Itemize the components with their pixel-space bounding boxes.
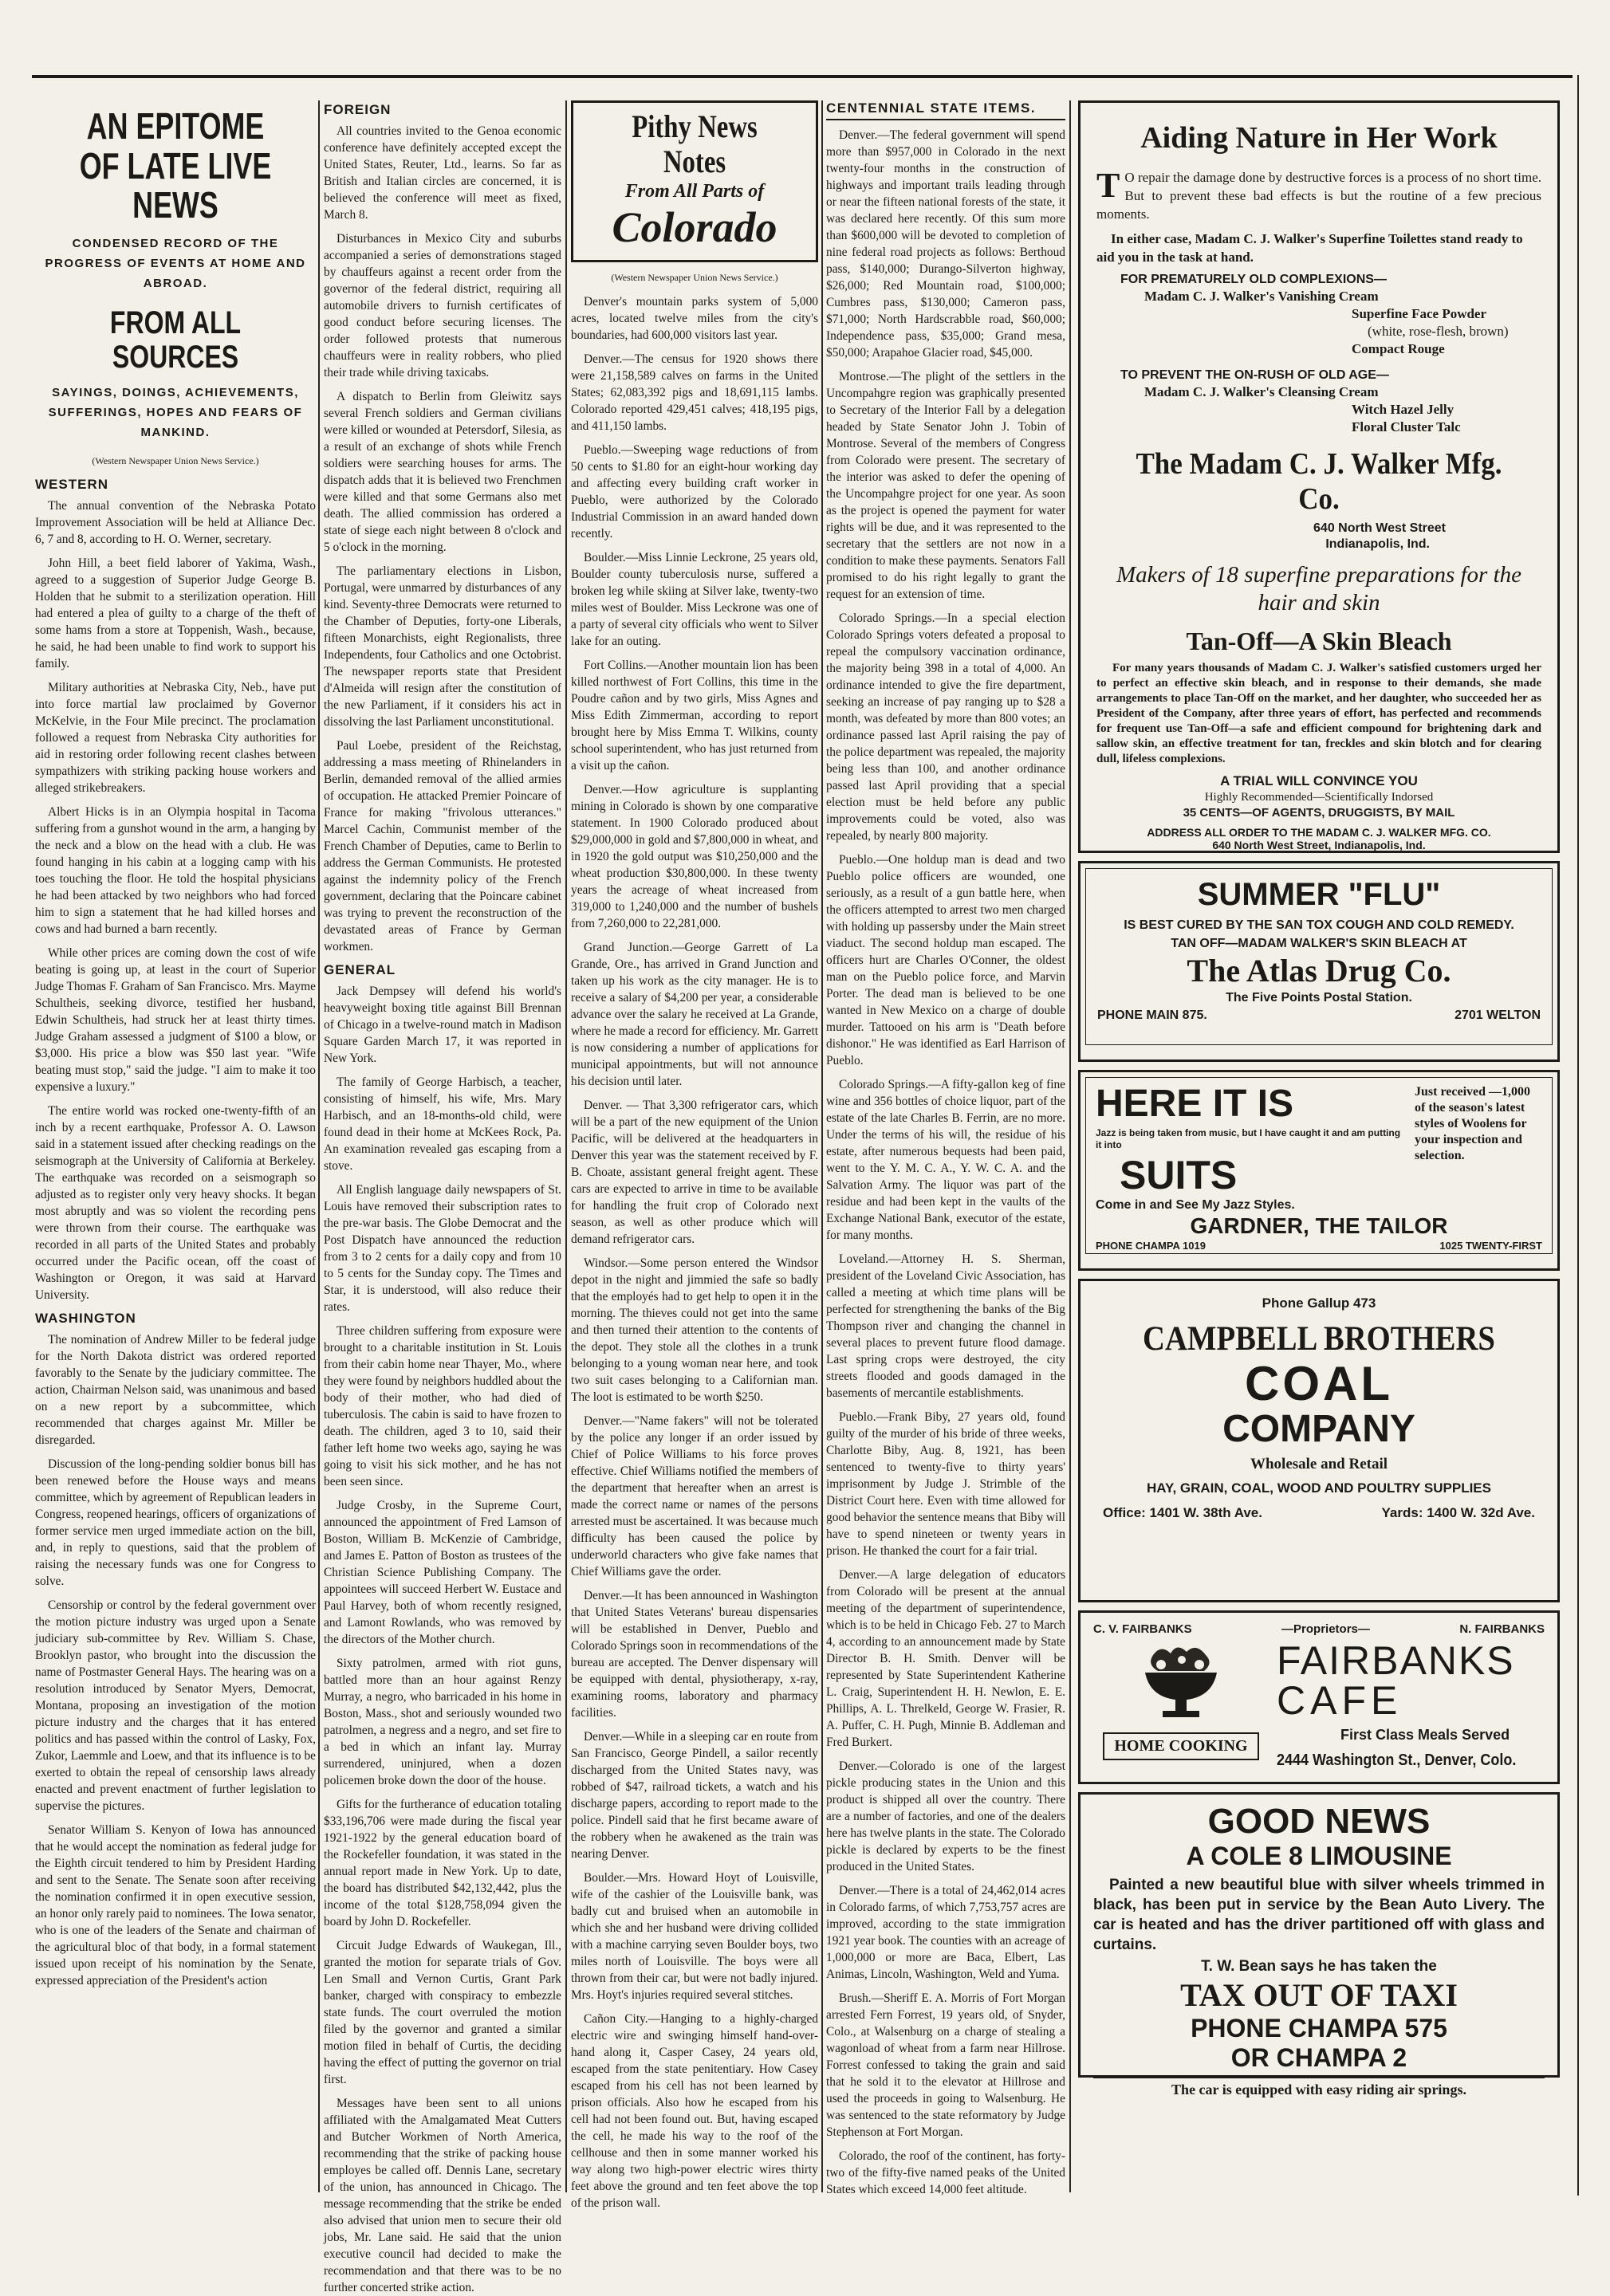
ad-atlas-drug [1078, 861, 1560, 1062]
ad-product: Superfine Face Powder [1352, 305, 1487, 321]
story-paragraph: Discussion of the long-pending soldier bonus bill has been renewed before the House ways and means committee, which by agreement of Republican leaders in Congress, reopened hearings, officers of organizations of former service men urged immediate action on the bill, and, in reply to questions, said that the problem of raising the necessary funds was one for Congress to solve. [35, 1457, 316, 1589]
story-paragraph: Disturbances in Mexico City and suburbs accompanied a series of demonstrations staged by chauffeurs against a recent order from the governor of the federal district, requiring all automobile drivers to furnish certificates of good conduct before securing licenses. The order followed protests that numerous chauffeurs were in reality robbers, who plied their trade while driving taxicabs. [324, 232, 561, 379]
ad-title: GOOD NEWS [1207, 1802, 1431, 1841]
story-paragraph: Denver.—A large delegation of educators from Colorado will be present at the annual meeting of the department of superintendence, which is to be held in Chicago Feb. 27 to March 4, according to an announcement made by State Director B. H. Smith. Denver will be represented by State Superintendent Katherine L. Craig, Superintendent H. H. Newlon, E. E. Phillips, A. L. Threlkeld, George W. Frasier, R. A. Puffer, C. H. Pugh, Minnie B. Addleman and Fred Burkert. [826, 1568, 1065, 1749]
ad-madam-walker [1078, 100, 1560, 853]
pithy-news-masthead [571, 100, 818, 262]
story-paragraph: Boulder.—Miss Linnie Leckrone, 25 years old, Boulder county tuberculosis nurse, suffered a broken leg while skiing at Silver lake, twenty-two miles west of Boulder. Miss Leckrone was one of a party of several city officials who went to Silver lake for an outing. [571, 550, 818, 648]
ad-body [1093, 1638, 1545, 1770]
column-centennial [826, 100, 1065, 2196]
ad-company: The Madam C. J. Walker Mfg. Co. [1136, 446, 1502, 516]
section-general: GENERAL [324, 962, 396, 977]
ad-office: Office: 1401 W. 38th Ave. [1103, 1505, 1262, 1521]
ad-bean-auto-livery [1078, 1792, 1560, 2098]
story-paragraph: Denver.—It has been announced in Washington that United States Veterans' bureau dispensaries will be established in Denver, Pueblo and Colorado Springs soon in recommendations of the bureau are accepted. The Denver dispensary will be equipped with dental, physiotherapy, x-ray, examining rooms, laboratory and pharmacy facilities. [571, 1588, 818, 1720]
ad-right-text: Just received —1,000 of the season's latest styles of Woolens for your inspection and selection. [1415, 1085, 1531, 1162]
ad-title: FAIRBANKS [1277, 1638, 1515, 1683]
ad-name: GARDNER, THE TAILOR [1190, 1213, 1448, 1238]
ad-campbell-coal [1078, 1279, 1560, 1602]
ad-hay: HAY, GRAIN, COAL, WOOD AND POULTRY SUPPLIES [1147, 1480, 1491, 1496]
story-paragraph: Denver.—"Name fakers" will not be tolerated by the police any longer if an order issued by Chief of Police Williams to his force proves effective. Chief Williams notified the members of the department that hereafter when an arrest is made the correct name or names of the persons arrested must be ascertained. It was because much difficulty has been caused the police by underworld characters who give fake names that Chief Williams gave the order. [571, 1413, 818, 1578]
ad-gardner-tailor [1078, 1070, 1560, 1271]
ad-suits: SUITS [1120, 1153, 1238, 1198]
column-divider [565, 100, 567, 2192]
story-paragraph: While other prices are coming down the cost of wife beating is going up, at least in the court of Superior Judge Thomas F. Graham of San Francisco. Mrs. Mayme Schultheis, seeking divorce, testified her husband, Edwin Schultheis, had struck her at least thirty times. Judge Graham assessed a judgment of $100 a blow, or $3,000. His price a blow was $50 last year. "Wife beating must stop," said the judge. "I aim to make it too expensive a luxury." [35, 946, 316, 1095]
section-foreign: FOREIGN [324, 102, 392, 117]
headline-epitome [35, 107, 316, 226]
story-paragraph: Colorado Springs.—In a special election Colorado Springs voters defeated a proposal to repeal the compulsory vaccination ordinance, the majority being 398 in a total of 4,000. An ordinance intended to give the fire department, seeking an increase of pay ranging up to $28 a month, was defeated by more than 800 votes; an ordinance passed last April raising the pay of the police department was repealed, the majority being less than 100, and another ordinance passed last April providing that a special election must be held before any public improvements could be voted, also was repealed, by nearly 800 majority. [826, 611, 1065, 843]
ad-proprietor-left: C. V. FAIRBANKS [1093, 1622, 1192, 1636]
column-divider [318, 100, 320, 2192]
story-paragraph: Denver.—The federal government will spend more than $957,000 in Colorado in the next twenty-four months in the construction of highways and important trails leading through or near the fifteen national forests of the state, it was declared here recently. Of this sum more than $600,000 will be devoted to completion of nine federal road projects as follows: Berthoud pass, $140,000; Durango-Silverton highway, $26,000; Red Mountain road, $100,000; Cumbres pass, $130,000; Cameron pass, $71,000; North Hardscrabble road, $60,000; Independence pass, $35,000; Grand mesa, $50,000; Arapahoe Glacier road, $45,000. [826, 128, 1065, 360]
top-rule [32, 75, 1573, 78]
ad-heading: FOR PREMATURELY OLD COMPLEXIONS— [1120, 272, 1387, 286]
ad-proprietors-label: —Proprietors— [1281, 1622, 1370, 1636]
home-cooking-box: HOME COOKING [1103, 1732, 1258, 1760]
ad-product: Madam C. J. Walker's Cleansing Cream [1144, 383, 1379, 399]
ad-cents: 35 CENTS—OF AGENTS, DRUGGISTS, BY MAIL [1183, 805, 1455, 820]
ad-title: CAMPBELL BROTHERS [1143, 1320, 1495, 1358]
ad-intro-text: O repair the damage done by destructive forces is a process of no short time. But to prevent these bad effects is but the routine of a few precious moments. [1096, 169, 1541, 222]
ad-jazz: Jazz is being taken from music, but I have caught it and am putting it into [1096, 1127, 1401, 1151]
ad-body: Painted a new beautiful blue with silver wheels trimmed in black, has been put in service by the Bean Auto Livery. The car is heated and has the driver partitioned off with glass and curtains. [1093, 1876, 1545, 1953]
story-paragraph: Boulder.—Mrs. Howard Hoyt of Louisville, wife of the cashier of the Louisville bank, was badly cut and bruised when an automobile in which she and her husband were driving collided with a machine carrying seven Boulder boys, two miles north of Louisville. The boys were all thrown from their car, but were not badly injured. Mrs. Hoyt's injuries required several stitches. [571, 1870, 818, 2002]
column-pithy-news [571, 100, 818, 2210]
ad-coal: COAL [1245, 1357, 1393, 1411]
subhead-sayings: SAYINGS, DOINGS, ACHIEVEMENTS, SUFFERINGS, HOPES AND FEARS OF MANKIND. [48, 386, 303, 440]
section-western: WESTERN [35, 477, 108, 493]
ad-left-block [1093, 1641, 1269, 1770]
ad-top-row [1096, 1084, 1542, 1197]
ad-product: Floral Cluster Talc [1352, 419, 1461, 434]
ad-meals: First Class Meals Served [1340, 1727, 1510, 1743]
ad-tanoff-title: Tan-Off—A Skin Bleach [1186, 626, 1452, 655]
ad-title: HERE IT IS [1096, 1083, 1294, 1125]
headline-text: FROM ALL SOURCES [109, 305, 242, 375]
story-paragraph: Grand Junction.—George Garrett of La Grande, Ore., has arrived in Grand Junction and taken up his work as the city manager. He is to receive a salary of $4,200 per year, a considerable advance over the salary he received at La Grande, where he made a record for efficiency. Mr. Garrett is now considering a number of applications for municipal appointments, but will not announce his decision until later. [571, 940, 818, 1088]
story-paragraph: Messages have been sent to all unions affiliated with the Amalgamated Meat Cutters and Butcher Workmen of North America, recommending that the strike of packing house employes be called off. Dennis Lane, secretary of the union, has announced in Chicago. The message recommending that the strike be ended also advised that union men to secure their old jobs, Mr. Lane said. He said that the union executive council had decided to make the recommendation and that there was to be no further concerted strike action. [324, 2097, 561, 2294]
ad-phone: PHONE CHAMPA 1019 [1096, 1240, 1206, 1252]
right-edge-rule [1577, 75, 1579, 2196]
ad-title: Aiding Nature in Her Work [1140, 121, 1498, 155]
ad-product: Compact Rouge [1352, 340, 1445, 356]
ad-tax: TAX OUT OF TAXI [1180, 1976, 1458, 2013]
ad-address: 2701 WELTON [1455, 1008, 1541, 1022]
masthead-title: Pithy News Notes [632, 108, 758, 179]
byline: (Western Newspaper Union News Service.) [92, 455, 259, 467]
ad-footer [1097, 1008, 1541, 1023]
ad-proprietor-right: N. FAIRBANKS [1459, 1622, 1545, 1636]
ad-phone: Phone Gallup 473 [1262, 1295, 1376, 1311]
story-paragraph: Pueblo.—Frank Biby, 27 years old, found guilty of the murder of his bride of three weeks, Charlotte Biby, Aug. 8, 1921, has been sentenced to twenty-five to thirty years' imprisonment by Judge J. Strimble of the District Court here. Even with time allowed for good behavior the sentence means that Biby will have to spend nineteen or twenty years in prison. He thanked the court for a fair trial. [826, 1410, 1065, 1558]
story-paragraph: Pueblo.—Sweeping wage reductions of from 50 cents to $1.80 for an eight-hour working day and affecting every building craft worker in Pueblo, were authorized by the Colorado Industrial Commission in an award handed down recently. [571, 442, 818, 541]
story-paragraph: Denver's mountain parks system of 5,000 acres, located twelve miles from the city's boundaries, had 600,000 visitors last year. [571, 294, 818, 342]
story-paragraph: Three children suffering from exposure were brought to a charitable institution in St. Louis from their cabin home near Thayer, Mo., where they were found by neighbors huddled about the body of their mother, who had died of tuberculosis. The cabin is said to have frozen to death. The children, aged 3 to 10, said their father left home two weeks ago, saying he was going to visit his sick mother, and he has not been seen since. [324, 1324, 561, 1488]
ad-sub: A COLE 8 LIMOUSINE [1186, 1842, 1452, 1871]
ad-yards: Yards: 1400 W. 32d Ave. [1381, 1505, 1535, 1521]
byline: (Western Newspaper Union News Service.) [611, 271, 778, 283]
section-centennial: CENTENNIAL STATE ITEMS. [826, 100, 1065, 120]
ad-product: Madam C. J. Walker's Vanishing Cream [1144, 288, 1379, 304]
ad-left [1096, 1084, 1407, 1197]
ad-fairbanks-cafe [1078, 1610, 1560, 1784]
ad-tanoff-body: For many years thousands of Madam C. J. Walker's satisfied customers urged her to perfect an effective skin bleach, and in response to their demands, she made arrangements to place Tan-Off on the market, and her daughter, who succeeded her as President of the Company, after three years of effort, has perfected and recommends for frequent use Tan-Off—a safe and efficient compound for brightening dark and sallow skin, an effective treatment for tan, freckles and skin blotch and for clearing dull, lifeless complexions. [1096, 661, 1541, 765]
story-paragraph: The annual convention of the Nebraska Potato Improvement Association will be held at Alliance Dec. 6, 7 and 8, according to H. O. Werner, secretary. [35, 499, 316, 547]
story-paragraph: John Hill, a beet field laborer of Yakima, Wash., agreed to a suggestion of Superior Judge George B. Holden that he submit to a sterilization operation. Hill had entered a plea of guilty to a charge of the theft of some hams from a store at Toppenish, Wash., because, he said, he had been unable to find work to support his family. [35, 556, 316, 671]
story-paragraph: Pueblo.—One holdup man is dead and two Pueblo police officers are wounded, one seriously, as a result of a gun battle here, when the officers attempted to arrest two men charged with holding up passersby under the Main street viaduct. The second holdup man escaped. The officers hurt are Charles O'Conner, the oldest man on the Pueblo police force, and Marvin Porter. The dead man is believed to be one wanted in New Mexico on a charge of double murder. Tattooed on his arm is "Death before dishonor." He was identified as Earl Harrison of Pueblo. [826, 853, 1065, 1067]
story-paragraph: Denver.—Colorado is one of the largest pickle producing states in the Union and this product is shipped all over the country. There are a number of factories, and one of the dealers here has twelve plants in the state. The Colorado pickle is declared by experts to be the finest produced in the United States. [826, 1759, 1065, 1873]
ad-intro [1096, 165, 1541, 223]
column-divider [821, 100, 823, 2192]
masthead-colorado: Colorado [612, 203, 777, 252]
story-paragraph: Censorship or control by the federal government over the motion picture industry was urged upon a Senate judiciary sub-committee by Rev. William S. Chase, Brooklyn pastor, who brought into the discussion the name of Postmaster General Hays. The hearing was on a resolution introduced by Senator Myers, Democrat, Montana, proposing an investigation of the motion picture industry and the charges that it has entered politics and has passed within the control of Lasky, Fox, Zukor, Laemmle and Loew, and that its influence is to be exerted to obtain the repeal of censorship laws already enacted and prevent enactment of further legislation to supervise the pictures. [35, 1598, 316, 1814]
column-epitome [35, 100, 316, 2192]
story-paragraph: Circuit Judge Edwards of Waukegan, Ill., granted the motion for separate trials of Gov. Len Small and Vernon Curtis, Grant Park banker, charged with conspiracy to embezzle state funds. The court overruled the motion filed by the governor and granted a similar motion filed in behalf of Curtis, the deciding having the effect of putting the governor on trial first. [324, 1939, 561, 2086]
ad-proprietors [1093, 1622, 1545, 1636]
fruit-bowl-icon [1129, 1641, 1233, 1728]
story-paragraph: Loveland.—Attorney H. S. Sherman, president of the Loveland Civic Association, has called a meeting at which time plans will be perfected for strengthening the banks of the Big Thompson river and changing the channel in several places to prevent future flood damage. Last spring crops were destroyed, the city streets flooded and goods damaged in the basements of mercantile establishments. [826, 1252, 1065, 1400]
story-paragraph: Colorado, the roof of the continent, has forty-two of the fifty-five named peaks of the United States which exceed 14,000 feet altitude. [826, 2149, 1065, 2196]
ad-either: In either case, Madam C. J. Walker's Superfine Toilettes stand ready to aid you in the task at hand. [1096, 230, 1523, 265]
ad-title: SUMMER "FLU" [1197, 877, 1441, 912]
masthead-subtitle: From All Parts of [624, 181, 765, 202]
subhead-condensed: CONDENSED RECORD OF THE PROGRESS OF EVENTS AT HOME AND ABROAD. [45, 237, 306, 291]
story-paragraph: Denver.—How agriculture is supplanting mining in Colorado is shown by one comparative statement. In 1900 Colorado produced about $29,000,000 in gold and $7,800,000 in wheat, and in 1920 the gold output was $10,250,000 and the wheat production $30,800,000. In these twenty years the acreage of wheat increased from 319,000 to 1,240,000 and the number of bushels from 7,260,000 to 22,281,000. [571, 782, 818, 930]
story-paragraph: Judge Crosby, in the Supreme Court, announced the appointment of Fred Lamson of Boston, William B. McKenzie of Cambridge, and James E. Patton of Boston as trustees of the Christian Science Publishing Company. The appointees will succeed Herbert W. Eustace and Paul Harvey, both of whom recently resigned, and Lamont Rowlands, who was removed by the directors of the Mother church. [324, 1499, 561, 1646]
ad-address: 640 North West Street [1313, 521, 1446, 535]
story-paragraph: Denver. — That 3,300 refrigerator cars, which will be a part of the new equipment of the Union Pacific, will be delivered at the headquarters in Denver this year was the statement received by F. B. Choate, assistant general freight agent. These cars are expected to arrive in time to be available for handling the fruit crop of Colorado next season, as well as other produce which will demand refrigerator cars. [571, 1098, 818, 1246]
ad-foot: The car is equipped with easy riding air springs. [1171, 2082, 1466, 2098]
section-washington: WASHINGTON [35, 1311, 136, 1327]
column-advertisements [1078, 100, 1560, 2192]
story-paragraph: Jack Dempsey will defend his world's heavyweight boxing title against Bill Brennan of Chicago in a twelve-round match in Madison Square Garden March 17, it was reported in New York. [324, 985, 561, 1065]
ad-phone: PHONE MAIN 875. [1097, 1008, 1207, 1022]
ad-highly: Highly Recommended—Scientifically Indorsed [1204, 790, 1434, 804]
story-paragraph: The family of George Harbisch, a teacher, consisting of himself, his wife, Mrs. Mary Harbisch, and an 18-months-old child, were found dead in their home at McKees Rock, Pa. An examination revealed gas escaping from a stove. [324, 1075, 561, 1173]
ad-right-block [1269, 1638, 1545, 1770]
story-paragraph: Denver.—There is a total of 24,462,014 acres in Colorado farms, of which 7,753,757 acres are improved, according to the state immigration 1921 year book. The counties with an acreage of 1,000,000 or more are Baca, Elbert, Las Animas, Lincoln, Washington, Weld and Yuma. [826, 1884, 1065, 1981]
ad-makers: Makers of 18 superfine preparations for the hair and skin [1116, 561, 1521, 615]
story-paragraph: Senator William S. Kenyon of Iowa has announced that he would accept the nomination as federal judge for the Eighth circuit tendered to him by President Harding and sent to the Senate. The Senate soon after receiving the nomination confirmed it in open executive session, an honor only rarely paid to nominees. The Iowa senator, who is one of the leaders of the Senate and chairman of the agricultural bloc of that body, in a formal statement issued upon receipt of his nomination by the Senate, expressed appreciation of the President's action [35, 1823, 316, 1988]
story-paragraph: Colorado Springs.—A fifty-gallon keg of fine wine and 356 bottles of choice liquor, part of the estate of the late Charles B. Ferrin, are no more. Under the terms of his will, the residue of his estate, after numerous bequests had been paid, went to the Y. M. C. A., Y. W. C. A. and the Salvation Army. The liquor was part of the residue and had been kept in the vaults of the Exchange National Bank, executor of the estate, for many months. [826, 1078, 1065, 1242]
ad-divider [1093, 2077, 1545, 2078]
ad-inner-border [1085, 1077, 1553, 1254]
ad-company: COMPANY [1222, 1408, 1415, 1451]
story-paragraph: Denver.—The census for 1920 shows there were 21,158,589 calves on farms in the United States; 62,083,392 pigs and 18,691,115 lambs. Colorado reported 429,451 calves; 418,195 pigs, and 411,150 lambs. [571, 352, 818, 433]
ad-footer [1096, 1239, 1542, 1253]
ad-inner-border [1085, 868, 1553, 1045]
column-foreign-general [324, 100, 561, 2294]
story-paragraph: Paul Loebe, president of the Reichstag, addressing a mass meeting of Rhinelanders in Berlin, demanded removal of the allied armies of occupation. He attacked Premier Poincare of France for making "frivolous utterances." Marcel Cachin, Communist member of the French Chamber of Deputies, came to Berlin to address the German Communists. He protested against the indemnity policy of the French government, declaring that the Poincare cabinet was trying to prevent the reconstruction of the devastated areas of France by German workmen. [324, 739, 561, 953]
story-paragraph: All countries invited to the Genoa economic conference have definitely accepted except the United States, Reuter, Ltd., learns. So far as British and Italian circles are concerned, it is believed the conference will meet as fixed, March 8. [324, 124, 561, 222]
ad-product: Witch Hazel Jelly [1352, 401, 1455, 417]
story-paragraph: Gifts for the furtherance of education totaling $33,196,706 were made during the fiscal year 1921-1922 by the general education board of the Rockefeller foundation, it was stated in the annual report made in New York. Up to date, the board has distributed $42,132,442, plus the income of the total $128,758,094 given the board by John D. Rockefeller. [324, 1798, 561, 1928]
story-paragraph: Cañon City.—Hanging to a highly-charged electric wire and swinging himself hand-over-hand along it, Casper Casey, 24 years old, escaped from the state penitentiary. How Casey escaped from his cell has not been learned by prison officials. Also how he escaped from his cell had not been found out. But, having escaped the cell, he made his way to the roof of the cellhouse and then in some manner worked his way along two high-power electric wires thirty feet above the ground and ten feet above the top of the prison wall. [571, 2011, 818, 2210]
ad-address: Indianapolis, Ind. [1325, 537, 1430, 551]
ad-address-all-2: 640 North West Street, Indianapolis, Ind. [1212, 838, 1426, 851]
story-paragraph: A dispatch to Berlin from Gleiwitz says several French soldiers and German civilians were killed or wounded at Petersdorf, Silesia, as a result of an exchange of shots while French soldiers were searching houses for arms. The dispatch adds that it is believed two Frenchmen were killed and that some Germans also met death. The allied commission has ordered a state of siege each night between 8 o'clock and 5 o'clock in the morning. [324, 390, 561, 554]
ad-station: The Five Points Postal Station. [1226, 991, 1412, 1005]
ad-says: T. W. Bean says he has taken the [1201, 1957, 1437, 1975]
ad-address-all: ADDRESS ALL ORDER TO THE MADAM C. J. WALKER MFG. CO. [1147, 825, 1491, 839]
ad-product-note: (white, rose-flesh, brown) [1368, 323, 1509, 339]
story-paragraph: Sixty patrolmen, armed with riot guns, battled more than an hour against Renzy Murray, a negro, who barricaded in his home in Boston, Mass., shot and seriously wounded two patrolmen, a negress and a negro, and set fire to a bed in which an infant lay. Murray surrendered, uninjured, when a dozen policemen broke down the door of the house. [324, 1657, 561, 1787]
ad-line: TAN OFF—MADAM WALKER'S SKIN BLEACH AT [1171, 937, 1467, 950]
ad-phone-alt: OR CHAMPA 2 [1230, 2042, 1407, 2072]
story-paragraph: Fort Collins.—Another mountain lion has been killed northwest of Fort Collins, this time in the Poudre cañon and by two girls, Miss Agnes and Miss Edith Zimmerman, according to report brought here by Miss Emma T. Wilkins, county school superintendent, who has just returned from a visit up the cañon. [571, 658, 818, 773]
ad-wholesale: Wholesale and Retail [1250, 1456, 1388, 1473]
story-paragraph: All English language daily newspapers of St. Louis have removed their subscription rates to the pre-war basis. The Globe Democrat and the Post Dispatch have announced the reduction from 3 to 2 cents for a daily copy and from 10 to 5 cents for the Sunday copy. The Times and Star, it is understood, will also reduce their rates. [324, 1183, 561, 1314]
story-paragraph: The entire world was rocked one-twenty-fifth of an inch by a recent earthquake, Professor A. O. Lawson said in a statement issued after checking readings on the seismograph at the University of California at Berkeley. The earthquake was recorded on a seismograph so adjusted as to register only very heavy shocks. It began most abruptly and was so violent the recording pens were thrown from their course. The earthquake was recorded in all parts of the United States and probably occurred under the Pacific ocean, off the coast of Washington or Oregon, it was said at Harvard University. [35, 1104, 316, 1303]
story-paragraph: Denver.—While in a sleeping car en route from San Francisco, George Pindell, a sailor recently discharged from the United States navy, was robbed of $47, railroad tickets, a watch and his discharge papers, according to report made to the police. Pindell said that he first became aware of the robbery when he awakened as the train was nearing Denver. [571, 1729, 818, 1861]
story-paragraph: The nomination of Andrew Miller to be federal judge for the North Dakota district was ordered reported favorably to the Senate by the judiciary committee. The action, Chairman Nelson said, was unanimous and based on a new report by a subcommittee, which recommended that charges against Mr. Miller be disregarded. [35, 1333, 316, 1448]
story-paragraph: Windsor.—Some person entered the Windsor depot in the night and jimmied the safe so badly that the employés had to get help to open it in the morning. The thieves could not get into the same and then turned their attention to the contents of the depot. They stole all the clothes in a trunk belonging to a young woman near here, and took two suit cases belonging to a Californian man. The loot is estimated to be worth $250. [571, 1256, 818, 1404]
ad-address: 2444 Washington St., Denver, Colo. [1277, 1751, 1517, 1769]
ad-title-cafe: CAFE [1277, 1678, 1403, 1723]
drop-cap: T [1096, 165, 1120, 205]
column-divider [1069, 100, 1071, 2192]
ad-trial: A TRIAL WILL CONVINCE YOU [1220, 773, 1418, 788]
ad-address: 1025 TWENTY-FIRST [1439, 1240, 1542, 1252]
ad-come: Come in and See My Jazz Styles. [1096, 1197, 1295, 1212]
story-paragraph: Albert Hicks is in an Olympia hospital in Tacoma suffering from a gunshot wound in the arm, a hanging by the neck and a blow on the head with a club. He was found hanging in his cabin at a logging camp with his toes touching the floor. He told the hospital physicians he had been attacked by two neighbors who had forced him to sign a statement that he had killed horses and cows and had burned a barn recently. [35, 805, 316, 937]
headline-all-sources [35, 306, 316, 375]
ad-footer [1095, 1505, 1543, 1521]
ad-line: IS BEST CURED BY THE SAN TOX COUGH AND COLD REMEDY. [1124, 918, 1514, 932]
ad-heading: TO PREVENT THE ON-RUSH OF OLD AGE— [1120, 368, 1389, 382]
story-paragraph: The parliamentary elections in Lisbon, Portugal, were unmarred by disturbances of any kind. Seventy-three Democrats were returned to the Chamber of Deputies, forty-one Liberals, fifteen Monarchists, eight Regionalists, three Independents, four Catholics and one Octobrist. The newspaper reports state that President d'Almeida will resign after the constitution of the new Parliament, if it considers his act in dissolving the last Parliament unconstitutional. [324, 564, 561, 729]
ad-company: The Atlas Drug Co. [1187, 953, 1451, 989]
story-paragraph: Military authorities at Nebraska City, Neb., have put into force martial law proclaimed by Governor McKelvie, in the Four Mile precinct. The proclamation followed a request from Nebraska City authorities for aid in restoring order following recent clashes between sympathizers with striking packing house workers and alleged strikebreakers. [35, 681, 316, 796]
headline-text: AN EPITOME OF LATE LIVE NEWS [79, 105, 272, 226]
ad-phone: PHONE CHAMPA 575 [1191, 2013, 1447, 2042]
story-paragraph: Montrose.—The plight of the settlers in the Uncompahgre region was graphically presented to Secretary of the Interior Fall by a delegation headed by State Senator John J. Tobin of Montrose. Several of the members of Congress from Colorado were present. The secretary of the interior was asked to defer the opening of the Uncompahgre project for one year. As soon as the project is opened the payment for water rights will be due, and it was represented to the secretary that the settlers are not now in a condition to make these payments. Senators Fall promised to do his right legally to grant the request for an extension of time. [826, 370, 1065, 601]
story-paragraph: Brush.—Sheriff E. A. Morris of Fort Morgan arrested Fern Forrest, 19 years old, of Snyder, Colo., at Walsenburg on a charge of stealing a wagonload of wheat from a farm near Hillrose. Forrest confessed to taking the grain and said that he sold it to the elevator at Hillrose and used the proceeds in going to Walsenburg. He was sentenced to the state reformatory by Judge Stephenson at Fort Morgan. [826, 1991, 1065, 2139]
